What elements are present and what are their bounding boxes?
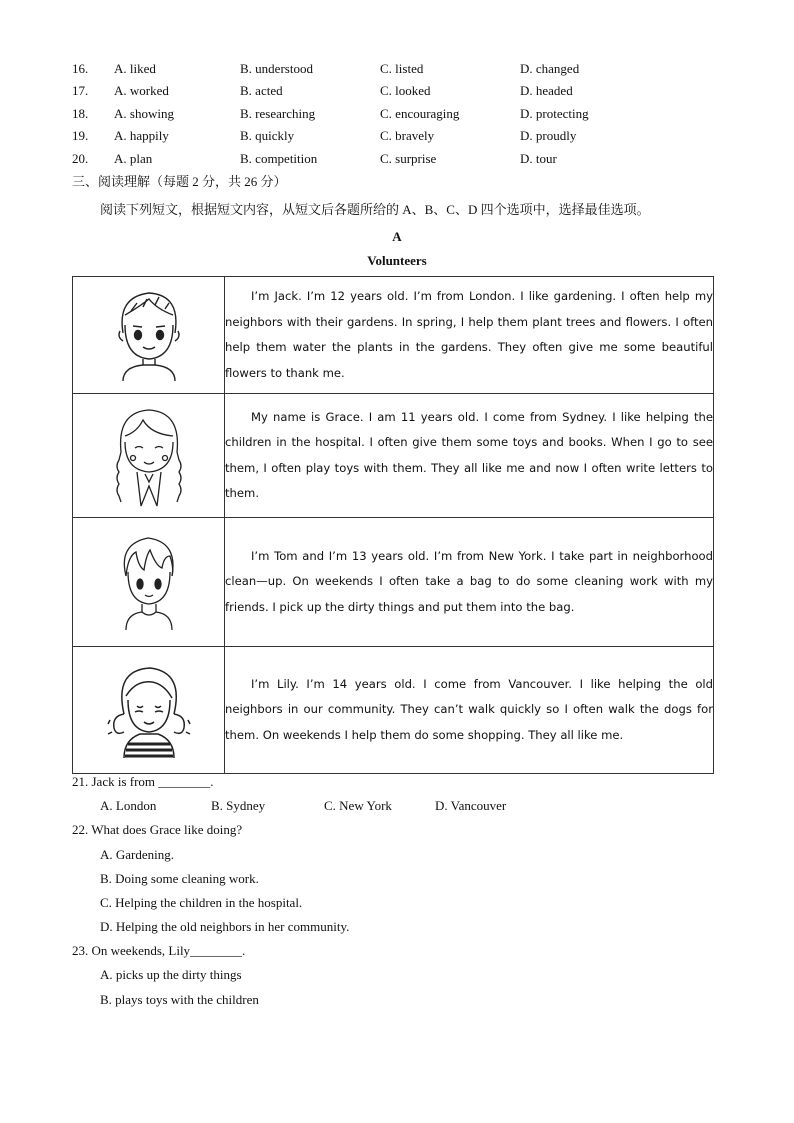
option-b: B. competition bbox=[240, 151, 318, 166]
option-c: C. looked bbox=[380, 83, 431, 98]
passage-letter: A bbox=[392, 229, 402, 244]
option-b: B. researching bbox=[240, 106, 316, 121]
option-d: D. tour bbox=[520, 151, 557, 166]
tom-paragraph: I’m Tom and I’m 13 years old. I’m from New York. I take part in neighborhood clean—up. On weekends I often take a bag to do some cleaning work with my friends. I pick up the dirty things and put them into the bag. bbox=[225, 548, 713, 614]
option-d: D. headed bbox=[520, 83, 573, 98]
question-number: 20. bbox=[72, 151, 89, 166]
option-b: B. acted bbox=[240, 83, 283, 98]
picture-cell bbox=[73, 518, 225, 647]
question-22-option-b: B. Doing some cleaning work. bbox=[100, 871, 259, 886]
question-number: 19. bbox=[72, 128, 89, 143]
option-c: C. surprise bbox=[380, 151, 437, 166]
grace-paragraph: My name is Grace. I am 11 years old. I come from Sydney. I like helping the children in the hospital. I often give them some toys and books. When I go to see them, I often play toys with them. They all like me and now I often write letters to them. bbox=[225, 409, 713, 500]
question-23-stem: 23. On weekends, Lily________. bbox=[72, 943, 246, 958]
option-row-18 bbox=[72, 104, 732, 124]
picture-cell bbox=[73, 394, 225, 518]
passage-title: Volunteers bbox=[367, 253, 427, 268]
section-heading: 三、阅读理解（每题 2 分，共 26 分） bbox=[72, 174, 287, 189]
option-a: A. showing bbox=[114, 106, 174, 121]
section-instruction: 阅读下列短文，根据短文内容，从短文后各题所给的 A、B、C、D 四个选项中，选择最佳选项。 bbox=[100, 202, 650, 217]
girl-lily-illustration bbox=[106, 660, 192, 760]
option-row-20 bbox=[72, 149, 732, 169]
option-a: A. worked bbox=[114, 83, 169, 98]
option-b: B. understood bbox=[240, 61, 313, 76]
option-a: A. plan bbox=[114, 151, 153, 166]
option-c: C. New York bbox=[324, 798, 392, 813]
question-22-option-c: C. Helping the children in the hospital. bbox=[100, 895, 303, 910]
option-d: D. protecting bbox=[520, 106, 589, 121]
option-row-17 bbox=[72, 81, 732, 101]
volunteers-table bbox=[72, 276, 714, 774]
option-c: C. listed bbox=[380, 61, 424, 76]
boy-tom-illustration bbox=[114, 532, 184, 632]
boy-jack-illustration bbox=[109, 285, 189, 385]
option-d: D. Vancouver bbox=[435, 798, 507, 813]
option-b: B. Sydney bbox=[211, 798, 266, 813]
option-a: A. London bbox=[100, 798, 157, 813]
table-row bbox=[73, 394, 714, 518]
option-a: A. liked bbox=[114, 61, 156, 76]
jack-text-cell bbox=[225, 277, 714, 394]
question-21-stem: 21. Jack is from ________. bbox=[72, 774, 214, 789]
question-21-options bbox=[100, 796, 700, 816]
jack-paragraph: I’m Jack. I’m 12 years old. I’m from London. I like gardening. I often help my neighbors with their gardens. In spring, I help them plant trees and flowers. I often help them water the plants in the gardens. They often give me some beautiful flowers to thank me. bbox=[225, 289, 713, 380]
option-a: A. happily bbox=[114, 128, 169, 143]
grace-text-cell bbox=[225, 394, 714, 518]
picture-cell bbox=[73, 647, 225, 774]
table-row bbox=[73, 277, 714, 394]
option-row-16 bbox=[72, 59, 732, 79]
question-23-option-a: A. picks up the dirty things bbox=[100, 967, 242, 982]
lily-text-cell bbox=[225, 647, 714, 774]
option-b: B. quickly bbox=[240, 128, 295, 143]
option-d: D. proudly bbox=[520, 128, 577, 143]
question-22-option-a: A. Gardening. bbox=[100, 847, 175, 862]
tom-text-cell bbox=[225, 518, 714, 647]
question-number: 18. bbox=[72, 106, 89, 121]
question-number: 16. bbox=[72, 61, 89, 76]
question-23-option-b: B. plays toys with the children bbox=[100, 992, 259, 1007]
girl-grace-illustration bbox=[111, 402, 187, 510]
option-row-19 bbox=[72, 126, 732, 146]
picture-cell bbox=[73, 277, 225, 394]
lily-paragraph: I’m Lily. I’m 14 years old. I come from Vancouver. I like helping the old neighbors in our community. They can’t walk quickly so I often walk the dogs for them. On weekends I help them do some shopping. They all like me. bbox=[225, 676, 713, 742]
option-d: D. changed bbox=[520, 61, 580, 76]
option-c: C. encouraging bbox=[380, 106, 460, 121]
question-22-stem: 22. What does Grace like doing? bbox=[72, 822, 243, 837]
table-row bbox=[73, 518, 714, 647]
option-c: C. bravely bbox=[380, 128, 435, 143]
question-22-option-d: D. Helping the old neighbors in her community. bbox=[100, 919, 350, 934]
question-number: 17. bbox=[72, 83, 89, 98]
table-row bbox=[73, 647, 714, 774]
